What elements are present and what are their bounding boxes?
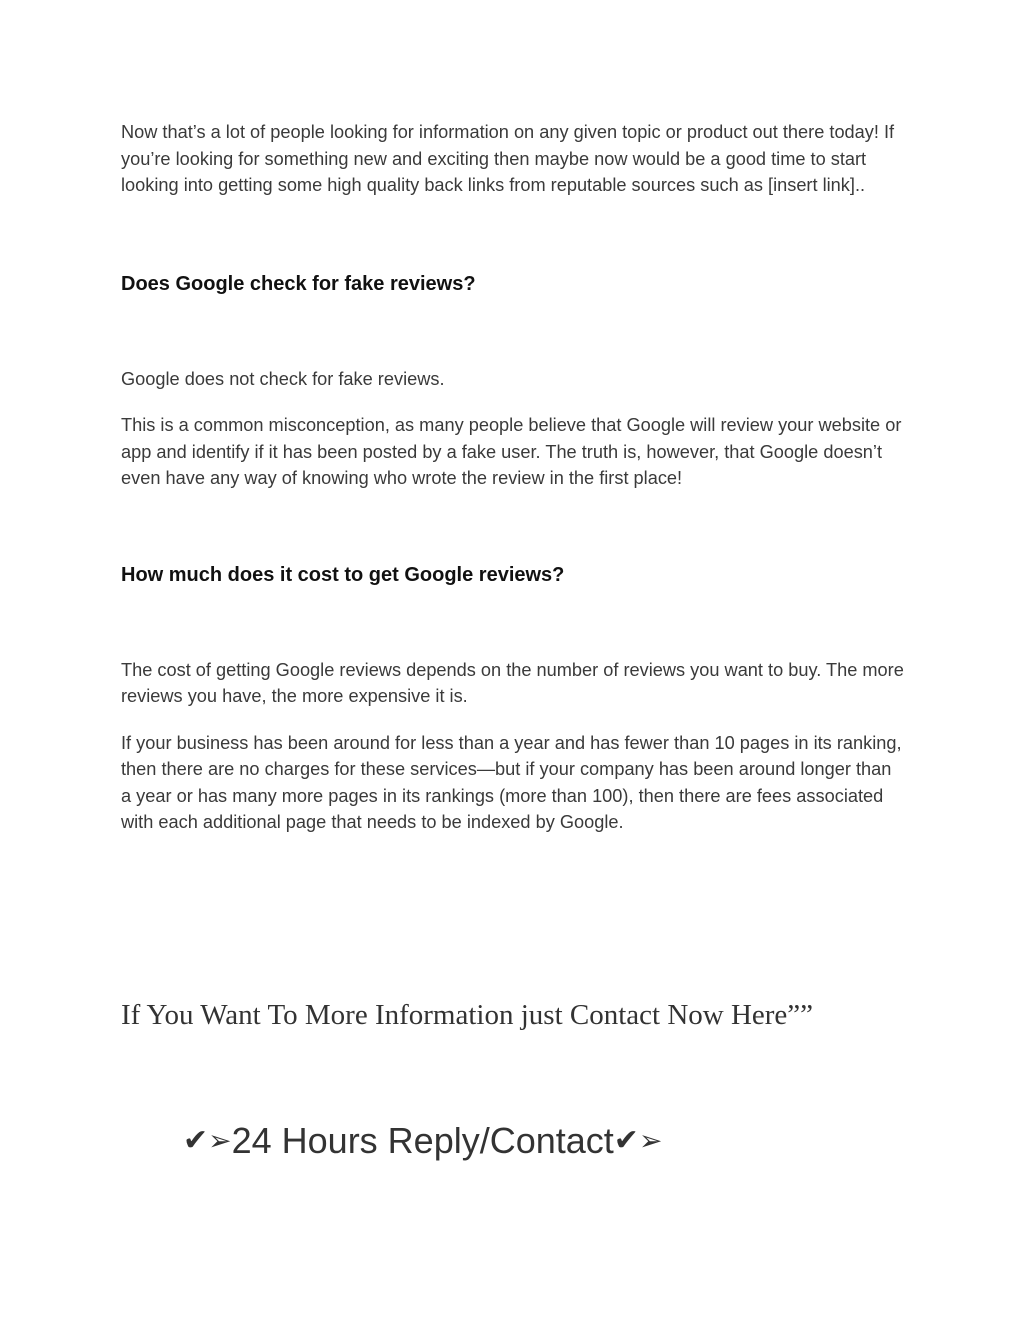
heading-review-cost: How much does it cost to get Google reviews?	[121, 563, 565, 586]
reply-banner	[183, 1116, 662, 1166]
arrowhead-icon: ➢	[208, 1124, 232, 1157]
arrowhead-icon: ➢	[638, 1124, 663, 1157]
document-body	[121, 119, 906, 836]
contact-call-to-action: If You Want To More Information just Contact Now Here””	[121, 999, 814, 1031]
check-mark-icon: ✔	[613, 1123, 639, 1158]
paragraph-fees: If your business has been around for less than a year and has fewer than 10 pages in its ranking, then there are no charges for these services—but if your company has been around longer than a year or has many more pages in its rankings (more than 100), then there are fees associated with each additional page that needs to be indexed by Google.	[121, 732, 902, 832]
paragraph-backlinks: Now that’s a lot of people looking for information on any given topic or product out there today! If you’re looking for something new and exciting then maybe now would be a good time to start looking into getting some high quality back links from reputable sources such as [insert link]..	[121, 122, 895, 195]
reply-text: 24 Hours Reply/Contact	[231, 1120, 614, 1161]
paragraph-cost: The cost of getting Google reviews depends on the number of reviews you want to buy. The more reviews you have, the more expensive it is.	[121, 659, 904, 706]
paragraph-misconception: This is a common misconception, as many people believe that Google will review your website or app and identify if it has been posted by a fake user. The truth is, however, that Google doesn’t even have any way of knowing who wrote the review in the first place!	[121, 415, 902, 488]
paragraph-no-check: Google does not check for fake reviews.	[121, 368, 445, 389]
heading-fake-reviews: Does Google check for fake reviews?	[121, 272, 476, 295]
check-mark-icon: ✔	[183, 1123, 209, 1158]
